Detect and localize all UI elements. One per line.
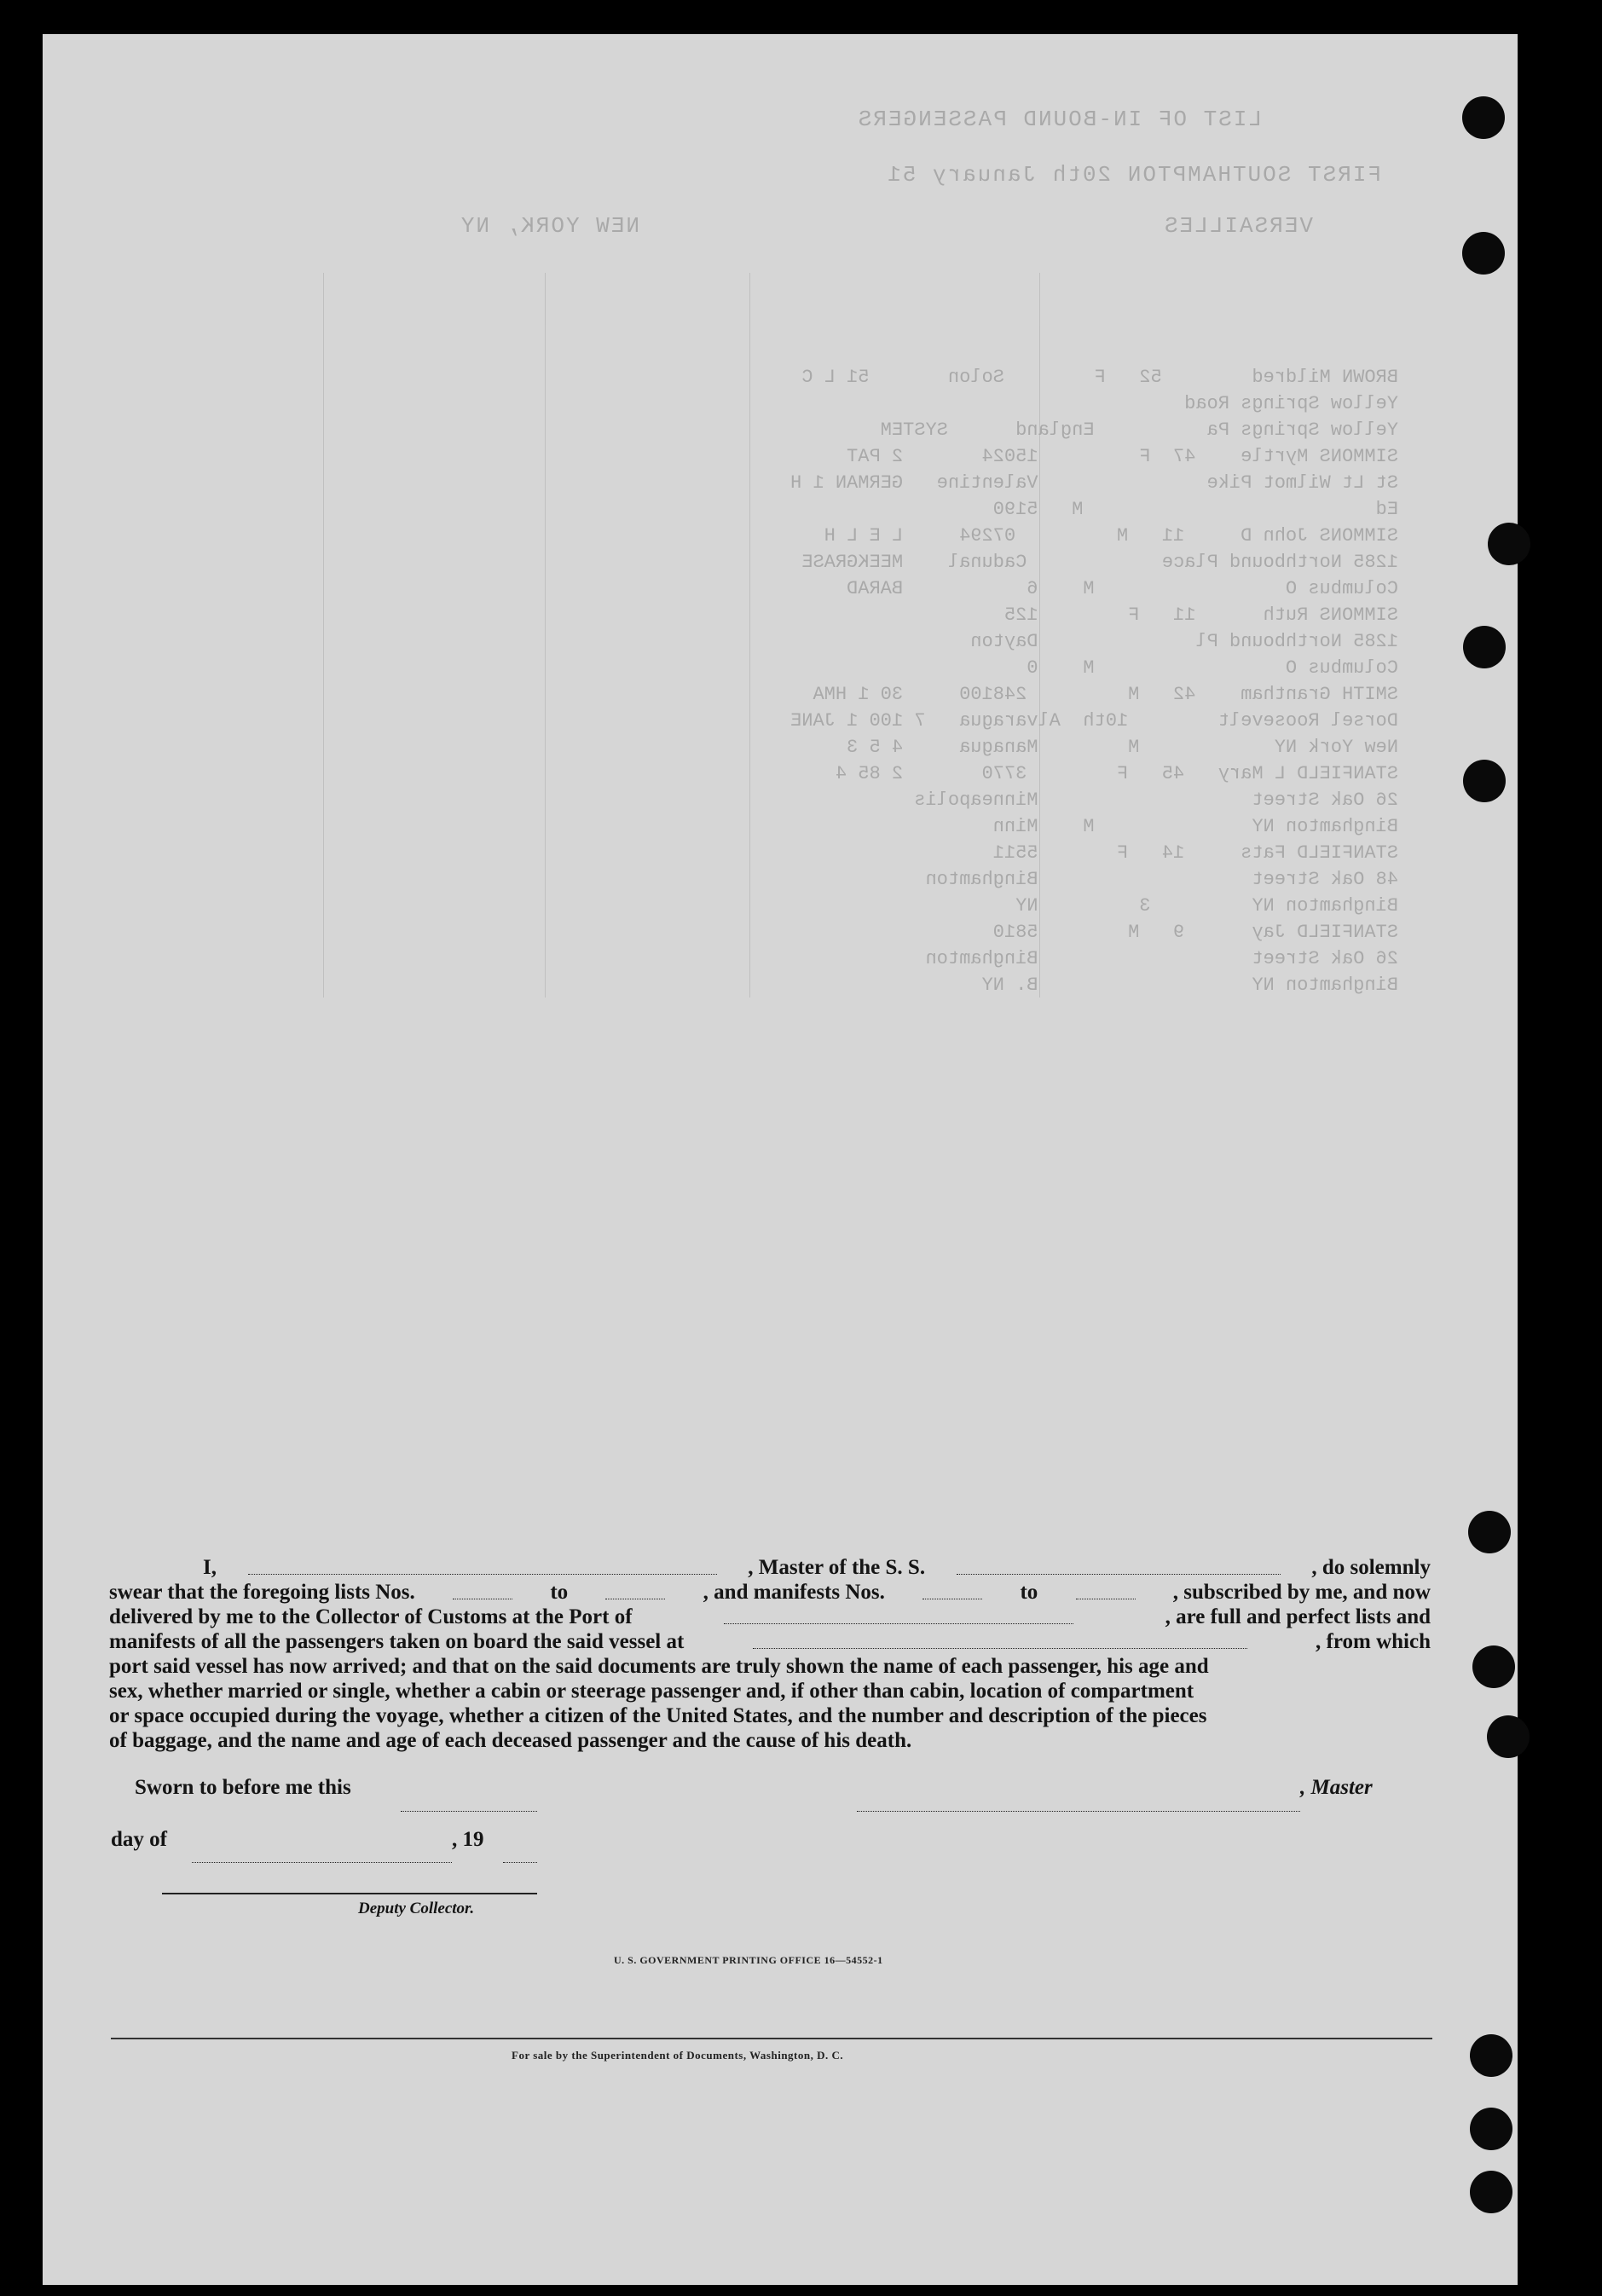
ghost-column-line [545, 273, 546, 998]
oath-line-2 [109, 1580, 1431, 1605]
punch-hole [1462, 232, 1505, 275]
blank-manifest-from[interactable] [922, 1580, 982, 1599]
oath-line-4 [109, 1629, 1431, 1654]
ghost-row: SIMMONS John D 11 M 07294 L E L H [824, 525, 1398, 547]
oath-line-8: of baggage, and the name and age of each deceased passenger and the cause of his death. [109, 1729, 912, 1752]
ghost-row: Yellow Springs Pa England SYSTEM [880, 419, 1398, 441]
ghost-row: Binghamton NY 3 NY [1015, 895, 1398, 917]
oath-text: swear that the foregoing lists Nos. [109, 1581, 415, 1604]
deputy-signature-line[interactable] [162, 1893, 537, 1894]
ghost-row: STANFIELD Fats 14 F 5511 [992, 842, 1398, 864]
blank-list-from[interactable] [453, 1580, 512, 1599]
punch-hole [1470, 2171, 1512, 2213]
oath-text: , from which [1316, 1630, 1431, 1653]
blank-master-name[interactable] [248, 1555, 717, 1575]
ghost-column-line [749, 273, 750, 998]
oath-text: manifests of all the passengers taken on board the said vessel at [109, 1630, 685, 1653]
ghost-row: 48 Oak Street Binghamton [925, 869, 1398, 890]
oath-line-1 [109, 1555, 1431, 1580]
ghost-vessel: VERSAILLES [1162, 213, 1313, 239]
blank-master-signature[interactable] [857, 1792, 1300, 1812]
oath-text: , Master of the S. S. [748, 1556, 926, 1579]
sworn-label: Sworn to before me this [135, 1776, 351, 1799]
punch-hole [1462, 96, 1505, 139]
sale-notice: For sale by the Superintendent of Documents, Washington, D. C. [512, 2049, 844, 2062]
punch-hole [1470, 2108, 1512, 2150]
oath-line-5: port said vessel has now arrived; and that on the said documents are truly shown the name of each passenger, his age and [109, 1655, 1209, 1678]
master-label: , Master [1300, 1776, 1373, 1799]
oath-text: , are full and perfect lists and [1165, 1605, 1431, 1628]
blank-vessel-name[interactable] [957, 1555, 1281, 1575]
ghost-row: Dorsel Roosevelt 10th Alvaragua 7 100 1 JANE [790, 710, 1398, 732]
ghost-title: LIST OF IN-BOUND PASSENGERS [856, 107, 1262, 132]
ghost-row: Ed M 5190 [992, 499, 1398, 520]
oath-text: delivered by me to the Collector of Customs at the Port of [109, 1605, 633, 1628]
bleed-through-text [43, 34, 1518, 1057]
blank-list-to[interactable] [605, 1580, 665, 1599]
oath-text: , do solemnly [1311, 1556, 1431, 1579]
ghost-row: Columbus O M 6 BARAD [847, 578, 1398, 599]
ghost-row: New York NY M Managua 4 5 3 [847, 737, 1398, 758]
ghost-row: 1285 Northbound Place Cadunal MEEKGRASE [801, 552, 1398, 573]
oath-text: , and manifests Nos. [703, 1581, 885, 1604]
ghost-row: 26 Oak Street Binghamton [925, 948, 1398, 969]
ghost-row: Columbus O M 0 [1027, 657, 1398, 679]
punch-hole [1487, 1715, 1530, 1758]
punch-hole [1470, 2034, 1512, 2077]
ghost-destination: NEW YORK, NY [459, 213, 639, 239]
ghost-row: Yellow Springs Road [1184, 393, 1398, 414]
year-label: , 19 [452, 1828, 484, 1851]
printing-office-imprint: U. S. GOVERNMENT PRINTING OFFICE 16—54552-1 [614, 1954, 883, 1966]
punch-hole [1463, 626, 1506, 668]
oath-text: , subscribed by me, and now [1172, 1581, 1431, 1604]
ghost-column-line [323, 273, 324, 998]
oath-text: I, [203, 1556, 217, 1579]
master-oath [109, 1555, 1431, 1753]
ghost-row: SIMMONS Ruth 11 F 125 [1003, 604, 1398, 626]
blank-year[interactable] [503, 1843, 537, 1863]
blank-port[interactable] [724, 1605, 1073, 1624]
oath-line-7: or space occupied during the voyage, whether a citizen of the United States, and the number and description of the pieces [109, 1704, 1207, 1727]
oath-text: to [550, 1581, 569, 1604]
oath-line-6: sex, whether married or single, whether a cabin or steerage passenger and, if other than cabin, location of compartment [109, 1680, 1194, 1703]
day-of-label: day of [111, 1828, 167, 1851]
ghost-row: STANFIELD L Mary 45 F 3770 2 85 4 [835, 763, 1398, 784]
punch-hole [1463, 760, 1506, 802]
ghost-row: Binghamton NY B. NY [981, 974, 1398, 996]
ghost-row: Binghamton NY M Minn [992, 816, 1398, 837]
ghost-voyage: FIRST SOUTHAMPTON 20th January 51 [886, 162, 1381, 188]
ghost-row: BROWN Mildred 52 F Solon 51 L C [801, 367, 1398, 388]
document-page [43, 34, 1518, 2285]
ghost-row: 26 Oak Street Minneapolis [914, 789, 1398, 811]
ghost-row: SIMMONS Myrtle 47 F 15024 2 PAT [847, 446, 1398, 467]
deputy-collector-label: Deputy Collector. [358, 1900, 475, 1917]
ghost-row: St Lt Wilmot Pike Valentine GERMAN 1 H [790, 472, 1398, 494]
blank-day-month[interactable] [192, 1843, 452, 1863]
ghost-row: STANFIELD Jay 9 M 5810 [992, 922, 1398, 943]
blank-manifest-to[interactable] [1076, 1580, 1136, 1599]
punch-hole [1472, 1645, 1515, 1688]
blank-sworn-date[interactable] [401, 1792, 537, 1812]
ghost-row: 1285 Northbound Pl Dayton [970, 631, 1398, 652]
blank-departure-port[interactable] [753, 1629, 1247, 1649]
oath-text: to [1020, 1581, 1038, 1604]
punch-hole [1488, 523, 1530, 565]
ghost-row: SMITH Grantham 42 M 248100 30 1 HMA [813, 684, 1398, 705]
punch-hole [1468, 1511, 1511, 1553]
oath-line-3 [109, 1605, 1431, 1629]
footer-rule [111, 2038, 1432, 2039]
